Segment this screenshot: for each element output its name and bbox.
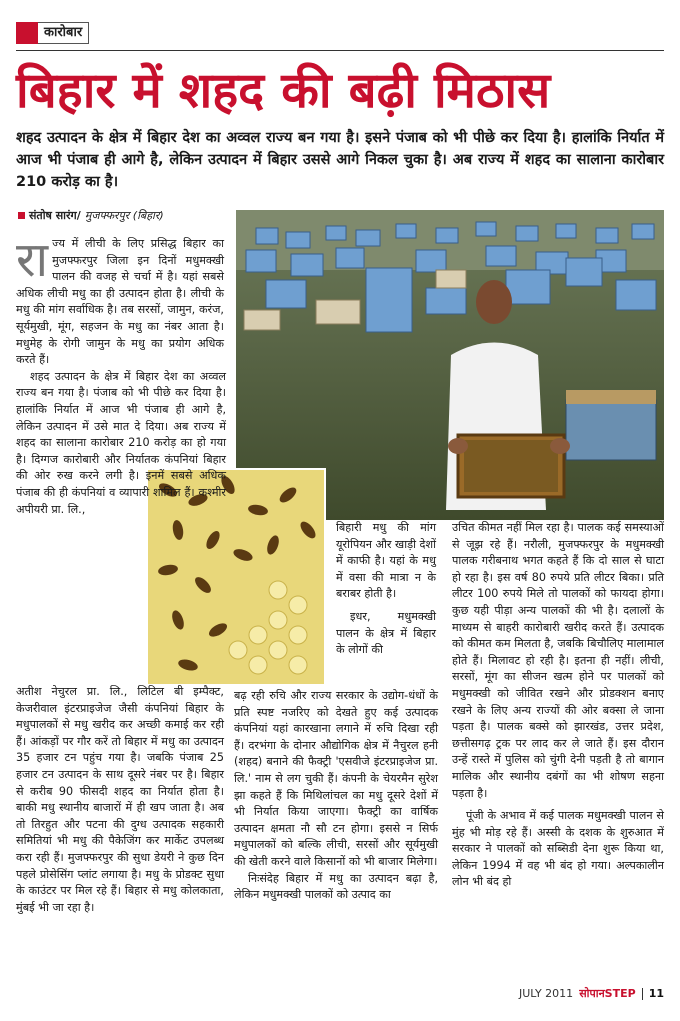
section-tag — [16, 22, 89, 44]
body-paragraph: पूंजी के अभाव में कई पालक मधुमक्खी पालन से मुंह भी मोड़ रहे हैं। अस्सी के दशक के शुरुआत में सरकार ने पालकों को सब्सिडी देना शुरू किया था, लेकिन 1994 में वह भी बंद हो गया। अल्पकालीन लोन भी बंद हो — [452, 809, 664, 889]
body-paragraph: निःसंदेह बिहार में मधु का उत्पादन बढ़ा है, लेकिन मधुमक्खी पालकों को उत्पाद का — [234, 871, 438, 902]
body-paragraph: अतीश नेचुरल प्रा. लि., लिटिल बी इम्पैक्ट, केजरीवाल इंटरप्राइजेज जैसी कंपनियां बिहार के मधुपालकों से मधु खरीद कर अच्छी कमाई कर रही हैं। आंकड़ों पर गौर करें तो बिहार में मधु का उत्पादन 35 हजार टन पहुंच गया है। जबकि पंजाब 25 हजार टन उत्पादन के साथ दूसरे नंबर पर है। बिहार से करीब 90 फीसदी शहद का निर्यात होता है। बाकी मधु स्थानीय बाजारों में ही खप जाता है। अब तो तिरहुत और पटना की दुग्ध उत्पादक सहकारी समितियां भी मधु की पैकेजिंग कर मार्केट उपलब्ध करा रही हैं। मुजफ्फरपुर की सुधा डेयरी ने कुछ दिन पहले प्रोसेसिंग प्लांट लगाया है। मधु के प्रोडक्ट सुधा के काउंटर पर मिल रहे हैं। बिहार से मधु कोलकाता, मुंबई भी जा रहा है। — [16, 685, 224, 914]
page-footer — [519, 986, 664, 1001]
page-number: 11 — [648, 987, 664, 1000]
article-column-2-top — [336, 520, 436, 659]
drop-cap: रा — [16, 232, 49, 288]
article-column-1-bottom — [16, 684, 224, 916]
section-color-bar — [16, 22, 38, 44]
footer-divider — [642, 988, 643, 1000]
magazine-name: सोपानSTEP — [579, 987, 636, 1000]
top-rule — [16, 50, 664, 51]
issue-date: JULY 2011 — [519, 987, 574, 1000]
byline — [18, 208, 164, 223]
headline: बिहार में शहद की बढ़ी मिठास — [16, 61, 551, 119]
article-column-3 — [452, 520, 664, 891]
body-paragraph: इधर, मधुमक्खी पालन के क्षेत्र में बिहार के लोगों की — [336, 609, 436, 657]
article-column-2-bottom — [234, 688, 438, 904]
body-paragraph: उचित कीमत नहीं मिल रहा है। पालक कई समस्याओं से जूझ रहे हैं। नरौली, मुजफ्फरपुर के मधुमक्खी पालक गरीबनाथ भगत कहते हैं कि दो साल से घाटा हो रहा है। इस वर्ष 80 रुपये प्रति लीटर बिका। प्रति लीटर 100 रुपये मिले तो पालकों को फायदा होगा। कुछ यही पीड़ा अन्य पालकों की भी है। दलालों के माध्यम से बाहरी कारोबारी खरीद करते हैं। उत्पादक को कीमत कम मिलता है, जबकि बिचौलिए मालामाल होते हैं। मिलावट हो रही है। इतना ही नहीं। लीची, सरसों, मूंग का सीजन खत्म होने पर पालकों को मधुमक्खी को जीवित रखने और प्रोडक्शन बनाए रखने के लिए अन्य राज्यों की ओर बक्सा ले जाना पड़ता है। पालक बक्से को झारखंड, उत्तर प्रदेश, छत्तीसगढ़ ट्रक पर लाद कर ले जाते हैं। इस दौरान उन्हें रास्ते में पुलिस को चुंगी देनी पड़ती है तो बागान मालिक और स्थानीय दबंगों का भी शोषण सहना पड़ता है। — [452, 521, 664, 800]
deck: शहद उत्पादन के क्षेत्र में बिहार देश का अव्वल राज्य बन गया है। इसने पंजाब को भी पीछे कर दिया है। हालांकि निर्यात में आज भी पंजाब ही आगे है, लेकिन उत्पादन में बिहार उससे आगे निकल चुका है। अब राज्य में शहद का सालाना कारोबार 210 करोड़ का है। — [16, 130, 664, 190]
byline-marker — [18, 212, 25, 219]
lead-paragraph: राज्य में लीची के लिए प्रसिद्ध बिहार का मुजफ्फरपुर जिला इन दिनों मधुमक्खी पालन की वजह से चर्चा में है। यहां सबसे अधिक लीची मधु का ही उत्पादन होता है। लीची के मधु की मांग सर्वाधिक है। तब सरसों, जामुन, करंज, सूर्यमुखी, मूंग, सहजन के मधु का नंबर आता है। मधुमेह के रोगी जामुन के मधु का प्रयोग अधिक करते हैं। — [16, 232, 224, 367]
body-paragraph: बढ़ रही रुचि और राज्य सरकार के उद्योग-धंधों के प्रति स्पष्ट नजरिए को देखते हुए कई उत्पादक कंपनियां यहां कारखाना लगाने में रुचि दिखा रही हैं। दरभंगा के दोनार औद्योगिक क्षेत्र में नैचुरल हनी (शहद) बनाने की फैक्ट्री 'एसवीजे इंटरप्राइजेज प्रा. लि.' नाम से लग चुकी हैं। कंपनी के चेयरमैन सुरेश झा कहते हैं कि मिथिलांचल का मधु दूसरे देशों में भी निर्यात किया जाएगा। फैक्ट्री का वार्षिक उत्पादन क्षमता नौ सौ टन होगा। इससे न सिर्फ मधुपालकों को बल्कि लीची, सरसों और सूर्यमुखी की खेती करने वाले किसानों को भी बाजार मिलेगा। — [234, 689, 438, 868]
byline-location: मुजफ्फरपुर (बिहार) — [84, 209, 164, 222]
article-column-1-top — [16, 232, 226, 518]
body-paragraph: बिहारी मधु की मांग यूरोपियन और खाड़ी देशों में काफी है। यहां के मधु में वसा की मात्रा न के बराबर होती है। — [336, 521, 436, 601]
section-label: कारोबार — [38, 22, 89, 44]
byline-author: संतोष सारंग/ — [29, 209, 81, 222]
body-paragraph: शहद उत्पादन के क्षेत्र में बिहार देश का अव्वल राज्य बन गया है। पंजाब को भी पीछे कर दिया है। हालांकि निर्यात में आज भी पंजाब ही आगे है, लेकिन उत्पादन में उसे मात दे दिया। अब राज्य में शहद का सालाना कारोबार 210 करोड़ का हो गया है। दिग्गज कारोबारी और निर्यातक कंपनियां बिहार की ओर रुख करने लगी है। इनमें सबसे अधिक पंजाब की ही कंपनियां व व्यापारी शामिल हैं। कश्मीर अपीयरी प्रा. लि., — [16, 369, 226, 516]
